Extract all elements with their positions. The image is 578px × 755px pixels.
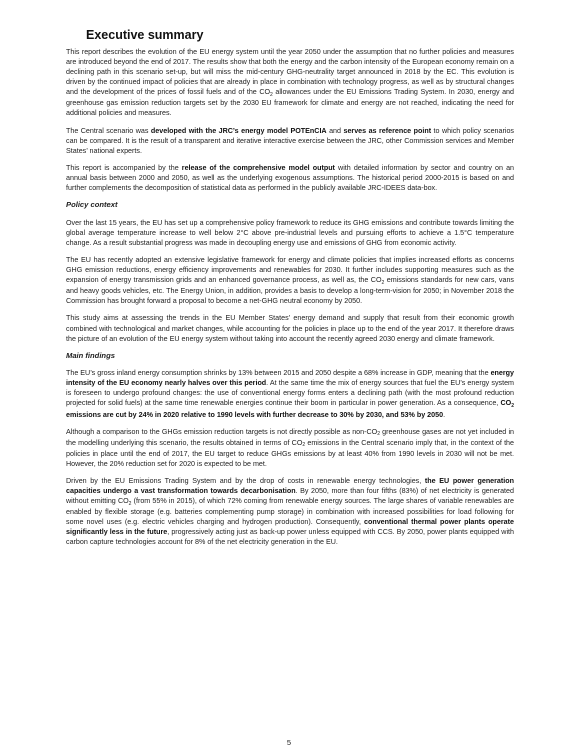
highlighted-text: release of the comprehensive model output — [181, 163, 335, 172]
text-run: Although a comparison to the GHGs emission reduction targets is not directly possible as non-CO — [66, 427, 378, 436]
highlighted-text: emissions are cut by 24% in 2020 relative to 1990 levels with further decrease to 30% by 2030, and 53% by 2050 — [66, 410, 444, 419]
main-findings-paragraph — [66, 368, 514, 419]
page-title: Executive summary — [86, 28, 204, 42]
text-run: 2 — [377, 431, 380, 438]
text-run: This report describes the evolution of the EU energy system until the year 2050 under the assumption that no further policies and measures are introduced beyond the end of 2017. The results show that both the energy and the carbon intensity of the European economy remain on a declining path in this scenario set-up, but will miss the mid-century GHG-neutrality target announced in 2018 by the EC. This evolution is driven by the continued impact of policies that are already in place in combination with technology progress, as well as by structural changes and the development of the prices of fossil fuels and of the CO — [66, 48, 514, 97]
main-findings-paragraph — [66, 476, 514, 547]
text-run: emissions standards for new cars, vans and heavy goods vehicles, etc. The Energy Union, in addition, provides a basis to develop a long-term-vision for 2050; in November 2018 the Commission has brought forward a proposal to become a net-GHG neutral economy by 2050. — [66, 276, 514, 306]
policy-context-paragraph — [66, 255, 514, 306]
text-run: The EU’s gross inland energy consumption shrinks by 13% between 2015 and 2050 despite a 68% increase in GDP, meaning that the — [66, 369, 491, 378]
highlighted-text: energy intensity of the EU economy nearly halves over this period — [66, 369, 514, 388]
text-run: and — [326, 126, 344, 135]
text-run: , progressively acting just as back-up power unless equipped with CCS. By 2050, power plants equipped with carbon capture technologies account for 8% of the net electricity generation in the EU. — [66, 528, 514, 547]
main-findings-paragraph — [66, 427, 514, 469]
intro-paragraph — [66, 47, 514, 118]
text-run: 2 — [270, 91, 273, 98]
text-run: . — [443, 410, 446, 419]
text-run: The Central scenario was — [66, 126, 151, 135]
text-run: . At the same time the mix of energy sources that fuel the EU’s energy system is foreseen to undergo profound changes: the use of conventional energy forms enters a declining path (with the most profound reduction projected for solid fuels) at the same time renewable energies continue their boom in particular in power generation. As a consequence, — [66, 379, 514, 408]
text-run: 2 — [128, 500, 132, 507]
highlighted-text: 2 — [511, 402, 514, 409]
highlighted-text: CO — [500, 399, 512, 408]
text-run: 2 — [381, 279, 385, 286]
text-run: This study aims at assessing the trends in the EU Member States’ energy demand and supply that result from their economic growth combined with technological and market changes, while accounting for the policies in place up to the end of the year 2017. It therefore draws the picture of an evolution of the EU energy system without taking into account the recently agreed 2030 energy and climate framework. — [66, 314, 514, 343]
intro-paragraph — [66, 126, 514, 156]
highlighted-text: developed with the JRC’s energy model POTEnCIA — [150, 126, 327, 135]
section-heading-main-findings: Main findings — [66, 350, 115, 360]
text-run: The EU has recently adopted an extensive legislative framework for energy and climate policies that implies increased efforts as concerns GHG emission reductions, energy efficiency improvements and renewables for 2030. It further includes supporting measures such as the expansion of energy transmission grids and an enhanced governance process, as well as, the CO — [66, 256, 514, 285]
document-body — [66, 47, 514, 555]
text-run: . By 2050, more than four fifths (83%) of net electricity is generated without emitting CO — [66, 487, 514, 506]
text-run: (from 55% in 2015), of which 72% coming from renewable energy sources. The large shares of variable renewables are enabled by flexible storage (e.g. batteries complementing pump storage) in combination with increased possibilities for load following for some novel uses (e.g. electric vehicles charging and hydrogen production). Consequently, — [66, 497, 514, 527]
section-heading-policy-context: Policy context — [66, 200, 118, 210]
text-run: to which policy scenarios can be compared. It is the result of a transparent and iterative interactive exercise between the JRC, other Commission services and Member States’ national experts. — [66, 126, 515, 155]
text-run: Over the last 15 years, the EU has set up a comprehensive policy framework to reduce its GHG emissions and contribute towards limiting the global average temperature increase to well below 2°C above pre-industrial levels and pursuing efforts to achieve a 1.5°C temperature change. As a result substantial progress was made in decoupling energy use and emissions of GHG from economic activity. — [66, 218, 514, 247]
policy-context-paragraph — [66, 313, 514, 343]
text-run: 2 — [302, 442, 306, 449]
text-run: Driven by the EU Emissions Trading System and by the drop of costs in renewable energy technologies, — [66, 477, 425, 486]
highlighted-text: conventional thermal power plants operate significantly less in the future — [66, 518, 514, 537]
text-run: This report is accompanied by the — [66, 163, 182, 172]
text-run: allowances under the EU Emissions Trading System. In 2030, energy and greenhouse gas emission reduction targets set by the 2030 EU framework for climate and energy are not reached, indicating the need for additional policies and measures. — [66, 88, 514, 118]
highlighted-text: the EU power generation capacities undergo a vast transformation towards decarbonisation — [66, 477, 514, 496]
policy-context-paragraph — [66, 218, 514, 248]
text-run: greenhouse gases are not yet included in the modelling underlying this scenario, the results obtained in terms of CO — [66, 427, 515, 447]
text-run: emissions in the Central scenario imply that, in the context of the policies in place until the end of 2017, the EU target to reduce GHGs emissions by at least 40% from 1990 levels in 2030 will not be met. However, the 20% reduction set for 2020 is expected to be met. — [66, 438, 514, 468]
intro-paragraph — [66, 163, 514, 193]
highlighted-text: serves as reference point — [343, 126, 432, 135]
text-run: with detailed information by sector and country on an annual basis between 2000 and 2050, as well as the underlying exogenous assumptions. The historical period 2000-2015 is based on and further complements the decomposition of statistical data as performed in the publicly available JRC-IDEES data-box. — [66, 163, 515, 192]
page-number: 5 — [286, 738, 292, 747]
